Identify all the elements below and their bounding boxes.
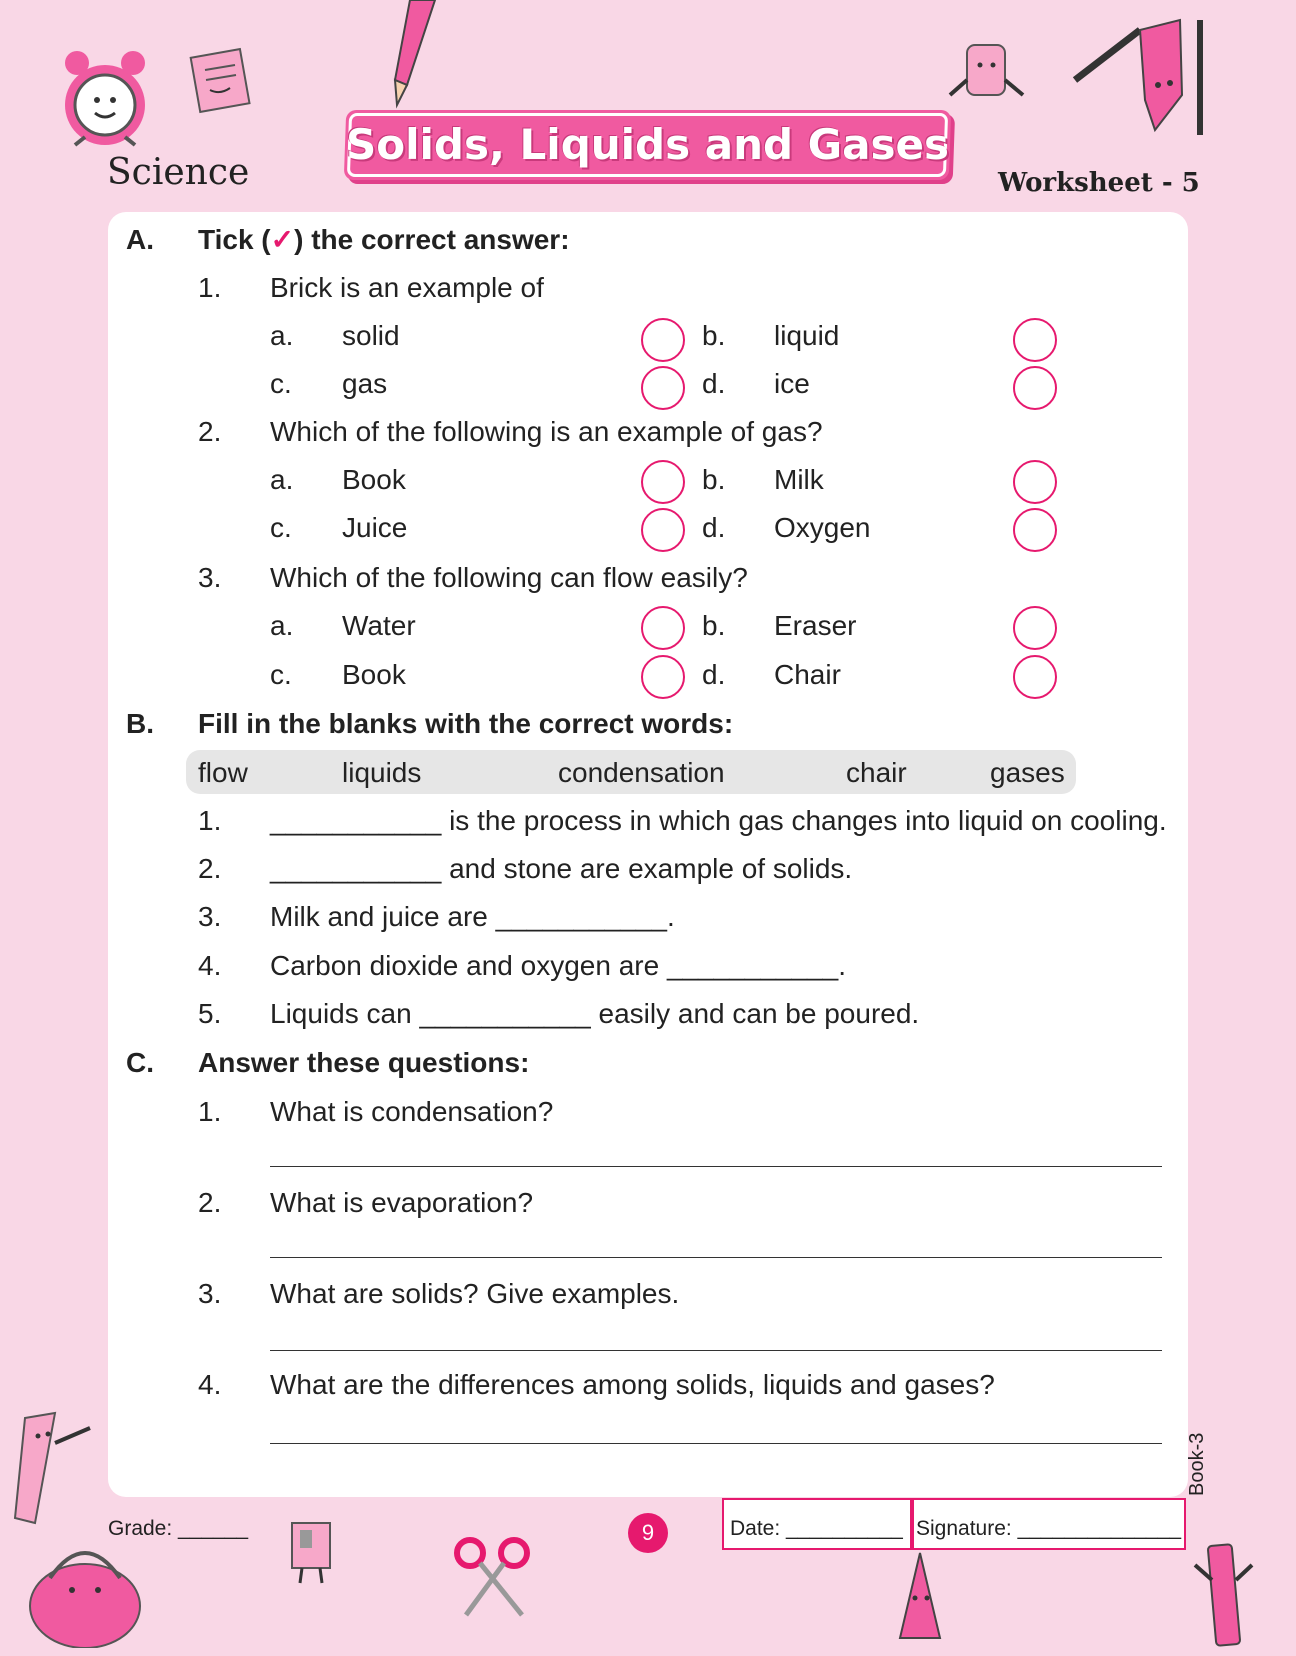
question-text: Which of the following can flow easily? [270, 562, 748, 593]
option-letter: b. [702, 464, 726, 495]
section-c-letter: C. [126, 1047, 154, 1078]
question-text: What is condensation? [270, 1096, 554, 1127]
subject-label: Science [107, 152, 250, 193]
blank[interactable]: ___________ [495, 901, 667, 932]
fill-blank-sentence [270, 948, 846, 984]
date-field[interactable]: Date: __________ [730, 1517, 903, 1540]
section-b-heading: Fill in the blanks with the correct words: [198, 708, 734, 739]
question-text: What are the differences among solids, liquids and gases? [270, 1369, 995, 1400]
option-text: Eraser [774, 610, 857, 641]
word-bank-word: chair [846, 757, 907, 788]
question-number: 3. [198, 562, 222, 593]
grade-field[interactable]: Grade: ______ [108, 1517, 249, 1540]
section-a-letter: A. [126, 224, 154, 255]
fill-blank-sentence [270, 803, 1167, 839]
signature-field[interactable]: Signature: ______________ [916, 1517, 1182, 1540]
question-text: Which of the following is an example of gas? [270, 416, 823, 447]
page-number: 9 [628, 1513, 668, 1553]
heading-pre: Tick ( [198, 224, 271, 255]
answer-line[interactable] [270, 1443, 1162, 1444]
item-number: 4. [198, 950, 222, 981]
option-letter: b. [702, 320, 726, 351]
answer-circle[interactable] [641, 655, 685, 699]
word-bank-word: flow [198, 757, 248, 788]
word-bank-word: liquids [342, 757, 422, 788]
option-letter: a. [270, 610, 294, 641]
question-text: What is evaporation? [270, 1187, 534, 1218]
sentence-pre: Carbon dioxide and oxygen are [270, 950, 667, 981]
answer-circle[interactable] [641, 460, 685, 504]
answer-line[interactable] [270, 1257, 1162, 1258]
option-text: Juice [342, 512, 408, 543]
sentence-post: easily and can be poured. [590, 998, 920, 1029]
sentence-pre: Milk and juice are [270, 901, 496, 932]
fill-blank-sentence [270, 851, 852, 887]
fill-blank-sentence [270, 996, 919, 1032]
question-number: 3. [198, 1278, 222, 1309]
blank[interactable]: ___________ [666, 950, 839, 981]
option-text: Oxygen [774, 512, 871, 543]
answer-line[interactable] [270, 1166, 1162, 1167]
word-bank-word: condensation [558, 757, 725, 788]
answer-circle[interactable] [641, 606, 685, 650]
fill-blank-sentence [270, 899, 675, 935]
question-number: 2. [198, 1187, 222, 1218]
book-label: Book-3 [1186, 1432, 1208, 1496]
answer-circle[interactable] [641, 508, 685, 552]
answer-circle[interactable] [1013, 508, 1057, 552]
answer-circle[interactable] [1013, 318, 1057, 362]
option-text: Water [342, 610, 416, 641]
option-text: Book [342, 464, 406, 495]
option-letter: d. [702, 368, 726, 399]
option-letter: c. [270, 512, 292, 543]
option-letter: d. [702, 659, 726, 690]
heading-post: ) the correct answer: [294, 224, 570, 255]
item-number: 1. [198, 805, 222, 836]
section-c-heading: Answer these questions: [198, 1047, 530, 1078]
option-letter: c. [270, 368, 292, 399]
sentence-post: . [838, 950, 847, 981]
tick-icon: ✓ [270, 224, 295, 255]
answer-circle[interactable] [1013, 606, 1057, 650]
question-number: 1. [198, 1096, 222, 1127]
option-letter: a. [270, 320, 294, 351]
eraser-character-icon [945, 40, 1030, 120]
worksheet-number: Worksheet - 5 [998, 168, 1200, 198]
item-number: 2. [198, 853, 222, 884]
option-letter: c. [270, 659, 292, 690]
answer-circle[interactable] [1013, 655, 1057, 699]
sentence-post: . [666, 901, 675, 932]
option-text: Chair [774, 659, 841, 690]
answer-circle[interactable] [641, 318, 685, 362]
sentence-pre: Liquids can [270, 998, 420, 1029]
question-number: 1. [198, 272, 222, 303]
blank[interactable]: ___________ [419, 998, 591, 1029]
option-text: liquid [774, 320, 840, 351]
option-text: solid [342, 320, 400, 351]
ruler-character-icon [10, 1408, 95, 1528]
blank[interactable]: ___________ [270, 853, 442, 884]
answer-circle[interactable] [1013, 460, 1057, 504]
clock-icon [55, 45, 155, 155]
bag-character-icon [20, 1528, 150, 1648]
pencil-icon [375, 0, 445, 110]
answer-line[interactable] [270, 1350, 1162, 1351]
option-text: ice [774, 368, 810, 399]
option-letter: b. [702, 610, 726, 641]
option-text: gas [342, 368, 388, 399]
option-text: Book [342, 659, 406, 690]
question-number: 4. [198, 1369, 222, 1400]
notebook-icon [180, 45, 260, 120]
item-number: 5. [198, 998, 222, 1029]
sentence-post: is the process in which gas changes into liquid on cooling. [441, 805, 1167, 836]
page-title: Solids, Liquids and Gases [346, 120, 949, 169]
option-letter: a. [270, 464, 294, 495]
question-number: 2. [198, 416, 222, 447]
word-bank-word: gases [990, 757, 1065, 788]
blank[interactable]: ___________ [270, 805, 442, 836]
section-a-heading [198, 222, 570, 258]
option-text: Milk [774, 464, 824, 495]
question-text: What are solids? Give examples. [270, 1278, 680, 1309]
answer-circle[interactable] [641, 366, 685, 410]
sharpener-character-icon [282, 1518, 342, 1588]
option-letter: d. [702, 512, 726, 543]
sentence-post: and stone are example of solids. [441, 853, 853, 884]
scissors-icon [452, 1535, 537, 1620]
question-text: Brick is an example of [270, 272, 544, 303]
item-number: 3. [198, 901, 222, 932]
answer-circle[interactable] [1013, 366, 1057, 410]
pencil-character-icon [885, 1548, 955, 1648]
compass-pencil-icon [1070, 10, 1210, 140]
section-b-letter: B. [126, 708, 154, 739]
pen-character-icon [1190, 1540, 1260, 1650]
